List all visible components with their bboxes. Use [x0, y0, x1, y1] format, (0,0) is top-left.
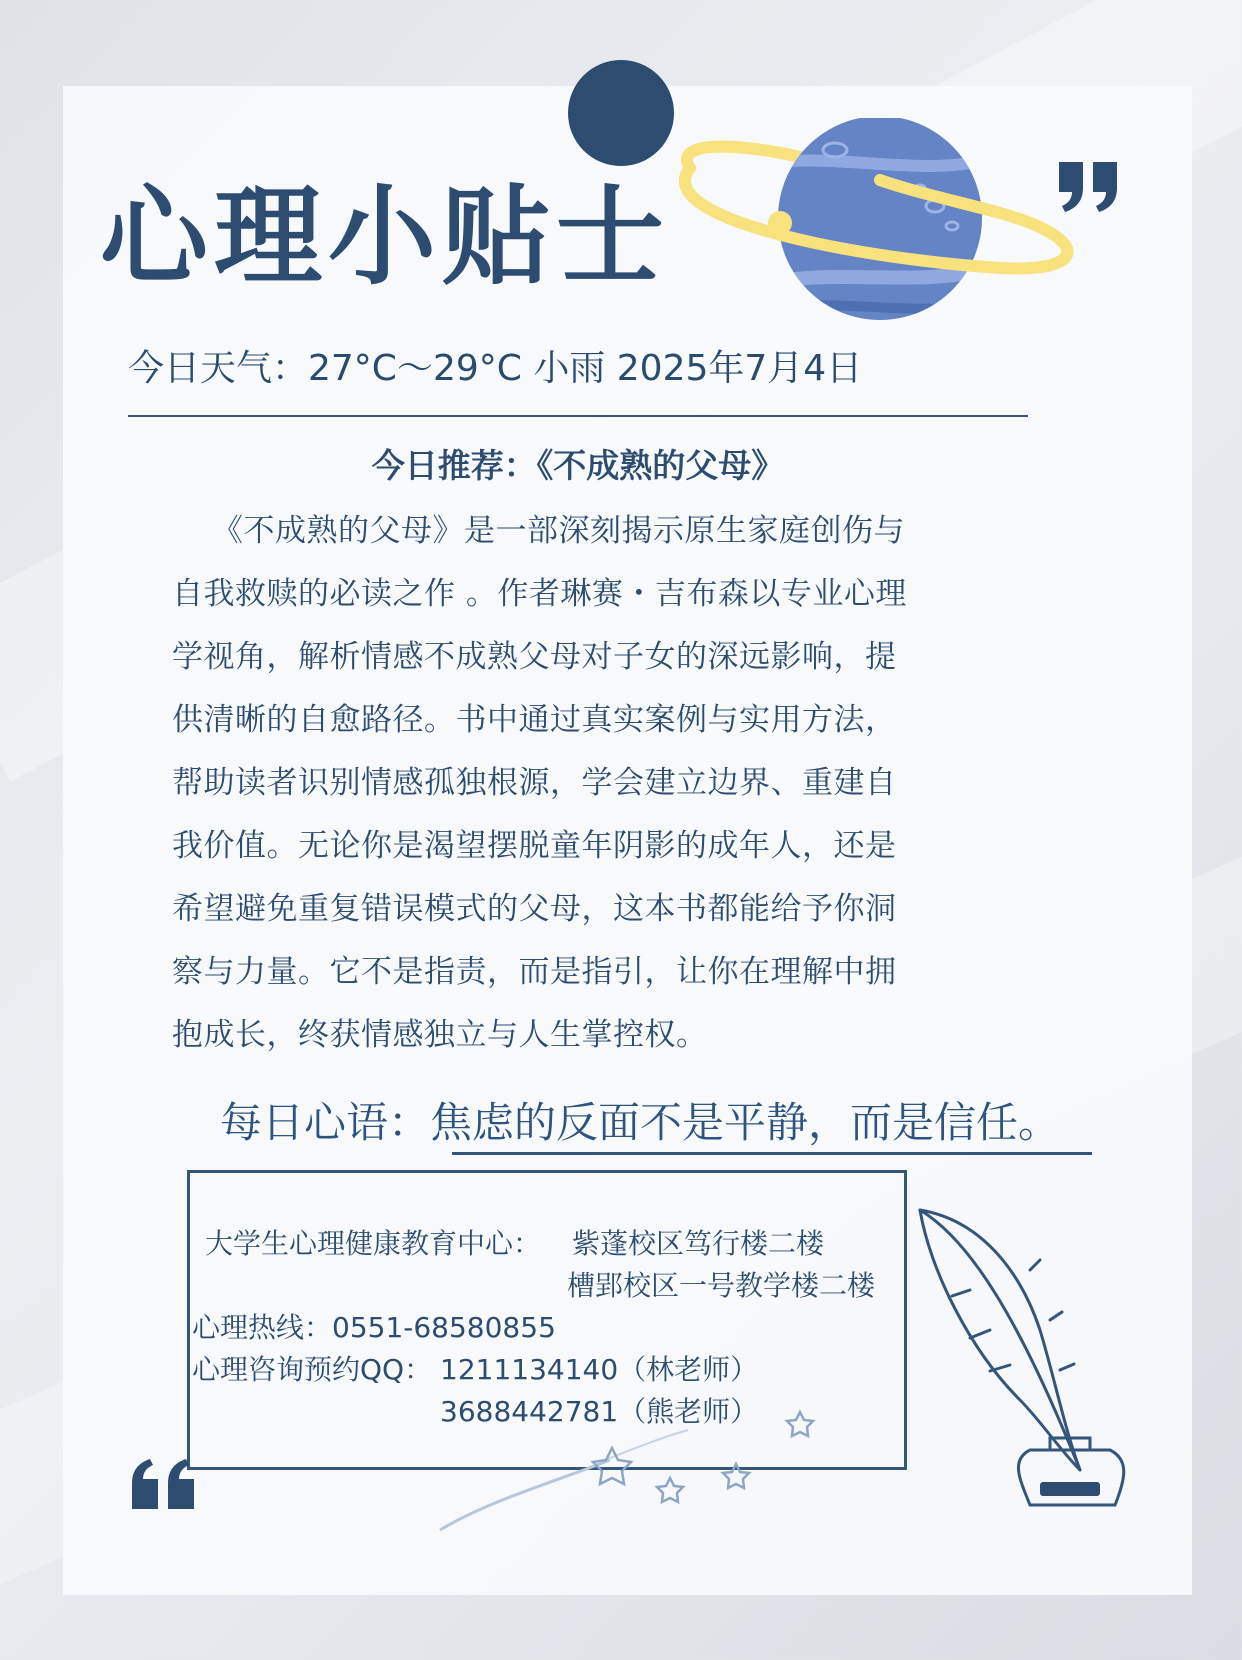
- planet-icon: [670, 118, 1080, 328]
- recommend-title: 今日推荐：《不成熟的父母》: [371, 446, 785, 485]
- description-line: 自我救赎的必读之作 。作者琳赛・吉布森以专业心理: [172, 576, 907, 612]
- campus-2: 槽郢校区一号教学楼二楼: [567, 1269, 876, 1302]
- divider: [128, 415, 1028, 417]
- quote-open-icon: [128, 1457, 198, 1513]
- description-line: 希望避免重复错误模式的父母，这本书都能给予你洞: [172, 891, 897, 927]
- daily-quote: 焦虑的反面不是平静，而是信任。: [430, 1098, 1061, 1147]
- description-line: 供清晰的自愈路径。书中通过真实案例与实用方法，: [172, 702, 897, 738]
- center-label: 大学生心理健康教育中心：: [205, 1227, 542, 1260]
- star-trail: [430, 1400, 830, 1550]
- page-title: 心理小贴士: [100, 174, 671, 300]
- book-description: [172, 500, 992, 1067]
- weather-line: 今日天气：27°C～29°C 小雨 2025年7月4日: [128, 348, 863, 389]
- qq-1: 1211134140（林老师）: [440, 1353, 759, 1386]
- daily-label: 每日心语：: [220, 1098, 431, 1147]
- qq-2: 3688442781（熊老师）: [440, 1395, 759, 1428]
- description-line: 抱成长，终获情感独立与人生掌控权。: [172, 1017, 708, 1053]
- daily-underline: [452, 1152, 1092, 1155]
- star-icon: [593, 1412, 813, 1502]
- description-line: 学视角，解析情感不成熟父母对子女的深远影响，提: [172, 639, 897, 675]
- quote-close-icon: [1055, 158, 1125, 218]
- campus-1: 紫蓬校区笃行楼二楼: [572, 1227, 825, 1260]
- daily-quote-row: [220, 1090, 1060, 1150]
- description-line: 《不成熟的父母》是一部深刻揭示原生家庭创伤与: [212, 513, 905, 549]
- description-line: 察与力量。它不是指责，而是指引，让你在理解中拥: [172, 954, 897, 990]
- hotline: 心理热线：0551-68580855: [192, 1311, 556, 1344]
- description-line: 我价值。无论你是渴望摆脱童年阴影的成年人，还是: [172, 828, 897, 864]
- qq-label: 心理咨询预约QQ：: [192, 1353, 433, 1386]
- description-line: 帮助读者识别情感孤独根源，学会建立边界、重建自: [172, 765, 897, 801]
- moon-circle-icon: [566, 58, 676, 168]
- quill-icon: [910, 1200, 1130, 1520]
